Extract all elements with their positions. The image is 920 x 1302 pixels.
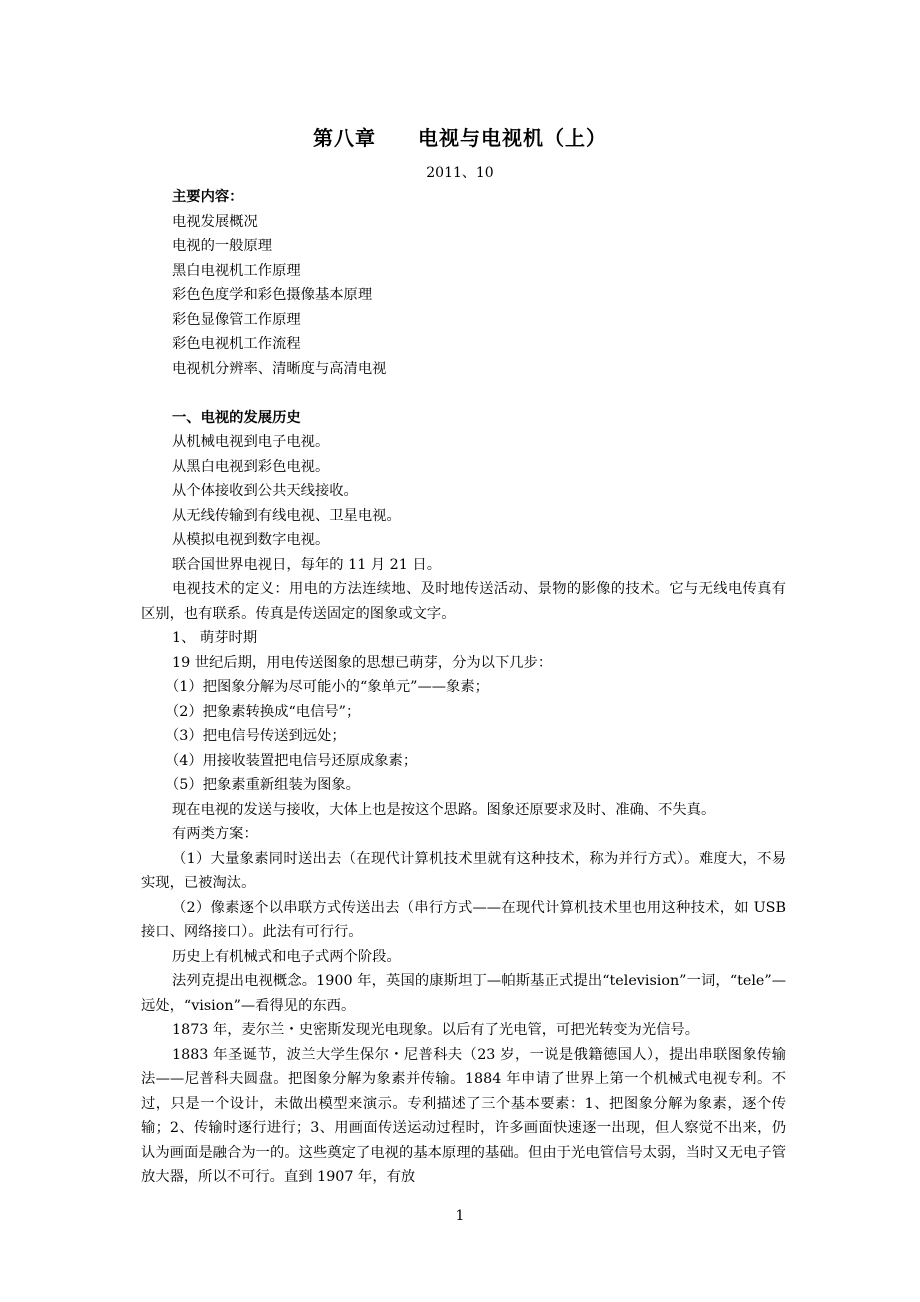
document-body	[141, 185, 786, 1190]
paragraph: 历史上有机械式和电子式两个阶段。	[172, 948, 401, 965]
paragraph-1883: 1883 年圣诞节，波兰大学生保尔・尼普科夫（23 岁，一说是俄籍德国人），提出串联图象传输法——尼普科夫圆盘。把图象分解为象素并传输。1884 年申请了世界上第一个机械式电视专利。不过，只是一个设计，未做出模型来演示。专利描述了三个基本要素：1、把图象分解为象素，逐个传输；2、传输时逐行进行；3、用画面传送运动过程时，许多画面快速逐一出现，但人察觉不出来，仍认为画面是融合为一的。这些奠定了电视的基本原理的基础。但由于光电管信号太弱，当时又无电子管放大器，所以不可行。直到 1907 年，有放	[141, 1046, 786, 1185]
contents-item: 电视机分辨率、清晰度与高清电视	[172, 360, 387, 377]
contents-item: 彩色色度学和彩色摄像基本原理	[172, 287, 373, 303]
step-item: （2）把象素转换成“电信号”；	[165, 703, 361, 720]
step-item: （5）把象素重新组装为图象。	[165, 777, 360, 793]
section-heading: 一、电视的发展历史	[172, 409, 301, 426]
trend-line: 从个体接收到公共天线接收。	[172, 483, 358, 499]
contents-heading: 主要内容：	[172, 189, 244, 205]
document-date: 2011、10	[426, 165, 494, 181]
paragraph-1900: 法列克提出电视概念。1900 年，英国的康斯坦丁—帕斯基正式提出“television”一词，“tele”—远处，“vision”—看得见的东西。	[141, 973, 786, 1014]
chapter-title: 第八章 电视与电视机（上）	[313, 126, 607, 150]
trend-line: 联合国世界电视日，每年的 11 月 21 日。	[172, 556, 442, 573]
paragraph-definition: 电视技术的定义：用电的方法连续地、及时地传送活动、景物的影像的技术。它与无线电传真有区别，也有联系。传真是传送固定的图象或文字。	[141, 581, 786, 622]
trend-line: 从黑白电视到彩色电视。	[172, 458, 330, 475]
trend-line: 从模拟电视到数字电视。	[172, 532, 330, 548]
paragraph: 有两类方案：	[172, 826, 258, 842]
paragraph-1873: 1873 年，麦尔兰・史密斯发现光电现象。以后有了光电管，可把光转变为光信号。	[172, 1022, 700, 1038]
paragraph-option-1: （1）大量象素同时送出去（在现代计算机技术里就有这种技术，称为并行方式）。难度大，不易实现，已被淘汰。	[141, 850, 786, 891]
paragraph-option-2: （2）像素逐个以串联方式传送出去（串行方式——在现代计算机技术里也用这种技术，如 USB 接口、网络接口）。此法有可行行。	[141, 899, 786, 940]
contents-item: 电视发展概况	[172, 213, 258, 230]
trend-line: 从无线传输到有线电视、卫星电视。	[172, 507, 401, 524]
contents-item: 电视的一般原理	[172, 238, 273, 254]
spacer	[141, 381, 786, 406]
step-item: （1）把图象分解为尽可能小的“象单元”——象素；	[165, 679, 489, 695]
trend-line: 从机械电视到电子电视。	[172, 434, 330, 450]
paragraph: 现在电视的发送与接收，大体上也是按这个思路。图象还原要求及时、准确、不失真。	[172, 801, 716, 818]
step-item: （4）用接收装置把电信号还原成象素；	[165, 752, 418, 769]
contents-item: 彩色电视机工作流程	[172, 336, 301, 352]
subsection-heading: 1、 萌芽时期	[172, 630, 258, 646]
page-number: 1	[455, 1208, 465, 1224]
step-item: （3）把电信号传送到远处；	[165, 728, 346, 744]
contents-item: 黑白电视机工作原理	[172, 262, 301, 279]
paragraph-intro: 19 世纪后期，用电传送图象的思想已萌芽，分为以下几步：	[172, 654, 553, 671]
contents-item: 彩色显像管工作原理	[172, 311, 301, 328]
